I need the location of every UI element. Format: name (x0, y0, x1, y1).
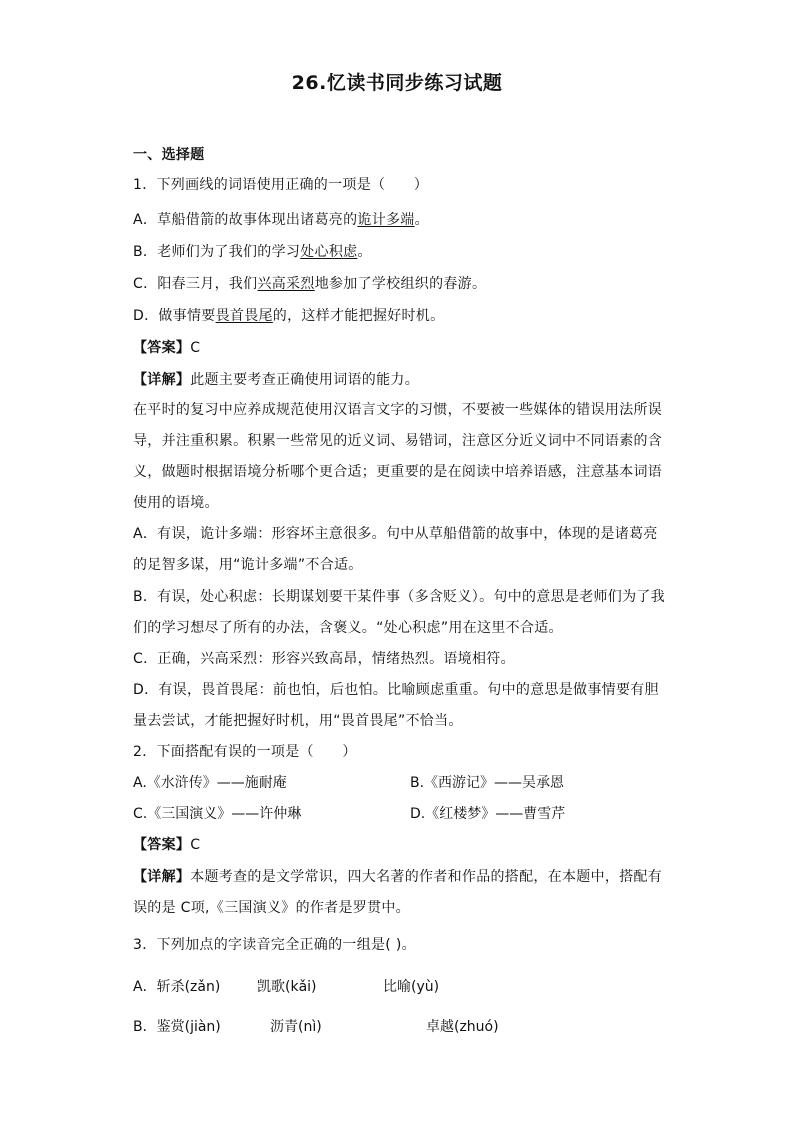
q2-detail-line: 误的是 C项,《三国演义》的作者是罗贯中。 (133, 900, 410, 916)
underlined-phrase: 畏首畏尾 (215, 308, 273, 324)
underlined-phrase: 兴高采烈 (257, 276, 315, 292)
q3-option-b-item: B．鉴赏(jiàn) (133, 1019, 221, 1035)
underlined-phrase: 处心积虑 (300, 244, 358, 260)
q1-detail-line: 们的学习想尽了所有的办法，含褒义。“处心积虑”用在这里不合适。 (133, 620, 563, 636)
q1-detail-line: 使用的语境。 (133, 495, 219, 511)
q1-detail-line: 的足智多谋，用“诡计多端”不合适。 (133, 557, 363, 573)
q2-option-c: C.《三国演义》——许仲琳 (133, 806, 302, 822)
q2-stem: 2．下面搭配有误的一项是（ ） (133, 744, 357, 760)
option-text: B．老师们为了我们的学习 (133, 244, 301, 260)
q3-option-a-item: A．斩杀(zǎn) (133, 979, 221, 995)
detail-tag: 【详解】 (133, 372, 191, 388)
q1-detail-line: 义，做题时根据语境分析哪个更合适；更重要的是在阅读中培养语感，注意基本词语 (133, 464, 663, 480)
section-heading: 一、选择题 (133, 147, 205, 163)
option-text: A．草船借箭的故事体现出诸葛亮的 (133, 212, 358, 228)
q1-detail-line: B．有误，处心积虑：长期谋划要干某件事（多含贬义）。句中的意思是老师们为了我 (133, 589, 666, 605)
q1-option-d (133, 306, 444, 326)
underlined-phrase: 诡计多端 (357, 212, 415, 228)
detail-text: 本题考查的是文学常识，四大名著的作者和作品的搭配，在本题中，搭配有 (190, 869, 663, 885)
option-text: 的，这样才能把握好时机。 (272, 308, 445, 324)
q1-detail-line: 量去尝试，才能把握好时机，用“畏首畏尾”不恰当。 (133, 713, 463, 729)
q1-stem: 1．下列画线的词语使用正确的一项是（ ） (133, 177, 429, 193)
q1-detail-line: A．有误，诡计多端：形容坏主意很多。句中从草船借箭的故事中，体现的是诸葛亮 (133, 526, 658, 542)
q3-option-a-item: 比喻(yù) (383, 979, 440, 995)
q1-detail-line: 在平时的复习中应养成规范使用汉语言文字的习惯，不要被一些媒体的错误用法所误 (133, 402, 663, 418)
option-text: C．阳春三月，我们 (133, 276, 258, 292)
answer-tag: 【答案】 (133, 837, 191, 853)
q2-option-d: D.《红楼梦》——曹雪芹 (410, 806, 566, 822)
q3-stem: 3．下列加点的字读音完全正确的一组是( )。 (133, 937, 416, 953)
option-text: 。 (414, 212, 429, 228)
q1-option-a (133, 210, 429, 230)
q3-option-a-item: 凯歌(kǎi) (257, 979, 317, 995)
page-title: 26.忆读书同步练习试题 (291, 72, 503, 94)
option-text: 地参加了学校组织的春游。 (314, 276, 487, 292)
q1-answer (133, 338, 200, 358)
q1-option-b (133, 242, 372, 262)
q2-option-a: A.《水浒传》——施耐庵 (133, 775, 287, 791)
q1-detail-line: 导，并注重积累。积累一些常见的近义词、易错词，注意区分近义词中不同语素的含 (133, 433, 663, 449)
answer-value: C (190, 837, 201, 853)
q1-detail-line: D．有误，畏首畏尾：前也怕，后也怕。比喻顾虑重重。句中的意思是做事情要有胆 (133, 682, 659, 698)
option-text: 。 (357, 244, 372, 260)
q3-option-b-item: 沥青(nì) (270, 1019, 322, 1035)
option-text: D．做事情要 (133, 308, 216, 324)
detail-text: 此题主要考查正确使用词语的能力。 (190, 372, 420, 388)
detail-tag: 【详解】 (133, 869, 191, 885)
answer-tag: 【答案】 (133, 340, 191, 356)
q3-option-b-item: 卓越(zhuó) (426, 1019, 499, 1035)
q1-detail-intro (133, 370, 419, 390)
q2-option-b: B.《西游记》——吴承恩 (410, 775, 565, 791)
q2-detail-line (133, 867, 662, 887)
answer-value: C (190, 340, 201, 356)
q1-option-c (133, 274, 486, 294)
q1-detail-line: C．正确，兴高采烈：形容兴致高昂，情绪热烈。语境相符。 (133, 651, 515, 667)
q2-answer (133, 835, 200, 855)
